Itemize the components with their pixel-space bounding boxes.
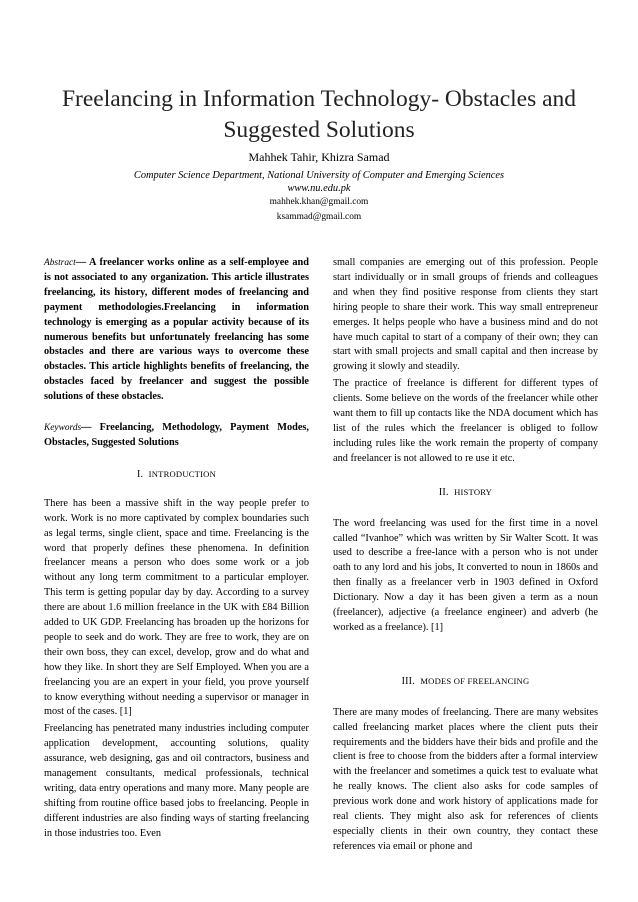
history-paragraph: The word freelancing was used for the first time in a novel called “Ivanhoe” which was written by Sir Walter Scott. It was used to describe a free-lance with a person who is not under oath to any lord and his jobs, It converted to noun in 1860s and then finally as a freelancer verb in 1903 defined in Oxford Dictionary. Now a day it has been given a term as a noun (freelancer), adjective (a freelance engineer) and adverb (he worked as a freelance). [1] [333, 517, 598, 633]
paper-title: Freelancing in Information Technology- Obstacles and Suggested Solutions [61, 86, 577, 143]
affiliation-department: Computer Science Department, National University of Computer and Emerging Sciences [133, 170, 505, 181]
right-column [333, 256, 598, 857]
section-title: MODES OF FREELANCING [420, 675, 530, 686]
modes-paragraph: There are many modes of freelancing. There are many websites called freelancing market places where the client puts their requirements and the bidders have their bids and profile and the client is free to choose from the bidders after a formal interview with the freelancer and sometimes a quick test to evaluate what he really knows. The client also asks for code samples of previous work done and work history of applications made for real clients. They might also ask for references of clients especially clients in their own country, they contact these references via email or phone and [333, 706, 598, 852]
authors: Mahhek Tahir, Khizra Samad [248, 150, 390, 164]
section-number: II. [438, 486, 449, 498]
section-heading-history [333, 485, 598, 501]
intro-paragraph: There has been a massive shift in the way people prefer to work. Work is no more captivated by complex boundaries such as legal terms, single client, space and time. Freelancing is the word that properly defines these phenomena. In definition freelancer means a person who does some work or a job without any long term commitment to a particular employer. This term is getting popular day by day. According to a survey there are about 1.6 million freelance in the UK with £84 Billion added to UK GDP. Freelancing has broaden up the horizons for people to seek and do work. They are free to work, they are on their own boss, they can excel, develop, grow and do what and how they like. In short they are Self Employed. When you are a freelancing you are an expert in your field, you prove yourself to know everything without needing a supervisor or manager in most of the cases. [1] [44, 497, 309, 718]
abstract-text: — A freelancer works online as a self-employee and is not associated to any organization. This article illustrates freelancing, its history, different modes of freelancing and payment methodologies.Freelancing in information technology is emerging as a popular activity because of its numerous benefits but unfortunately freelancing has some obstacles and there are various ways to overcome these obstacles. This article highlights benefits of freelancing, the obstacles faced by freelancer and suggest the possible solutions of these obstacles. [44, 257, 309, 403]
section-heading-introduction [44, 467, 309, 483]
abstract-lead: Abstract [44, 258, 76, 268]
intro-paragraph: small companies are emerging out of this profession. People start individually or in small groups of friends and colleagues and when they find positive response from clients they start hiring people to share their work. This way small entrepreneur emerges. It helps people who have a business mind and do not have much capital to start of a company of their own; they can start with small projects and small capital and then increase by growing it slowly and steadily. [333, 257, 598, 373]
section-number: I. [137, 468, 144, 480]
left-column [44, 256, 309, 844]
intro-paragraph: The practice of freelance is different for different types of clients. Some believe on the words of the freelancer while other want them to fill up contacts like the NDA document which has list of the rules which the freelancer is obliged to follow including rules like the work remain the property of company and freelancer is not allowed to re use it etc. [333, 378, 598, 464]
section-heading-modes [333, 674, 598, 690]
section-title: HISTORY [454, 486, 493, 497]
section-title: INTRODUCTION [148, 468, 216, 479]
affiliation [0, 170, 638, 195]
keywords-text: — Freelancing, Methodology, Payment Modes, Obstacles, Suggested Solutions [44, 422, 309, 448]
intro-paragraph: Freelancing has penetrated many industries including computer application development, accounting solutions, quality assurance, web designing, gas and oil contractors, business and management consultants, medical professionals, technical writing, data entry operations and many more. Many people are shifting from routine office based jobs to freelancing. People in different industries are also finding ways of starting freelancing in those industries too. Even [44, 723, 309, 839]
author-email: mahhek.khan@gmail.com [269, 197, 369, 207]
author-email: ksammad@gmail.com [276, 212, 362, 222]
keywords [44, 421, 309, 451]
abstract [44, 256, 309, 405]
keywords-lead: Keywords [44, 423, 82, 434]
affiliation-website: www.nu.edu.pk [287, 182, 351, 194]
section-number: III. [401, 675, 415, 687]
